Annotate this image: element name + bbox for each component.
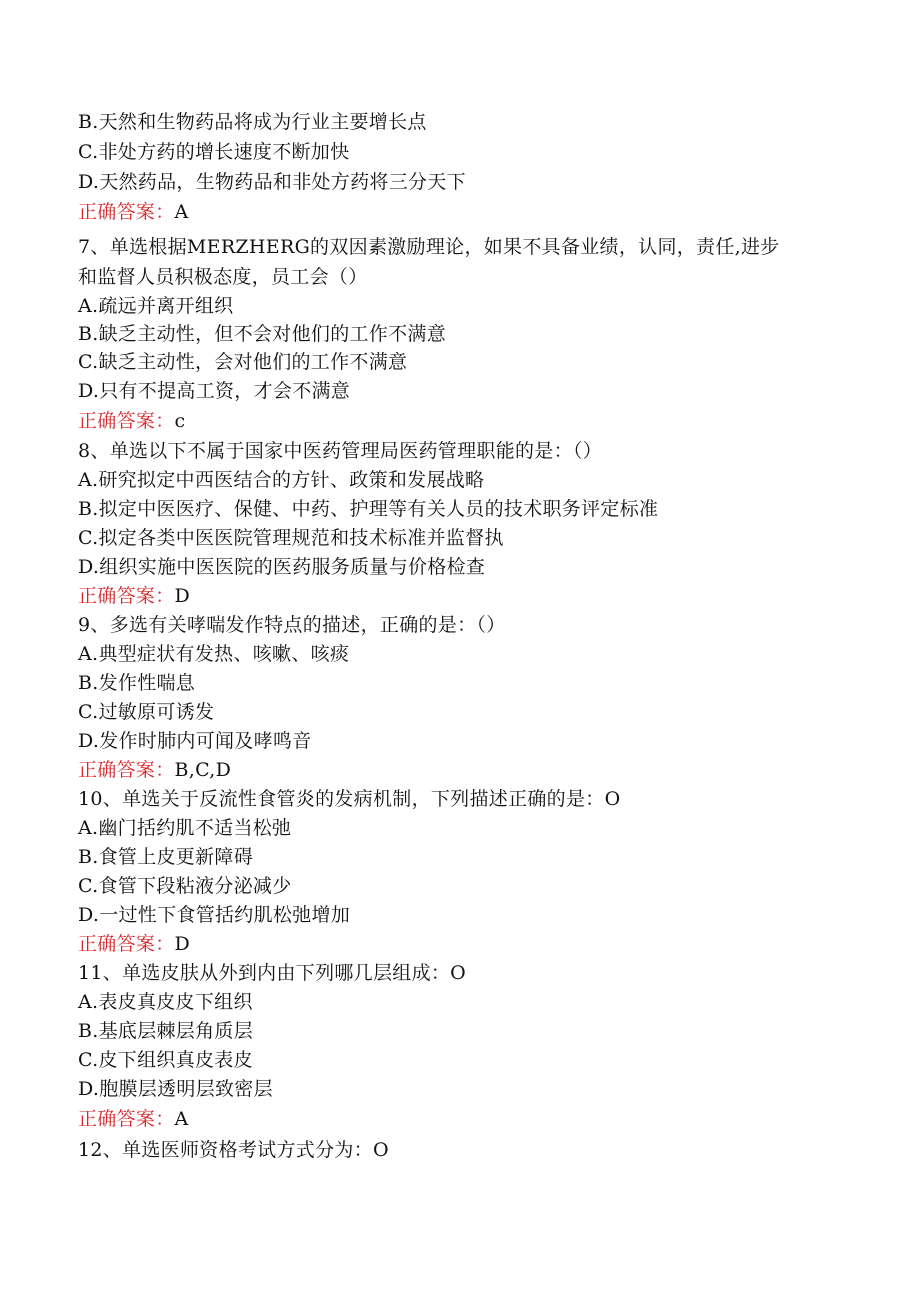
answer-label: 正确答案：: [78, 585, 175, 607]
option-line: B.基底层棘层角质层: [78, 1020, 254, 1042]
option-line: A.疏远并离开组织: [78, 295, 234, 317]
question-line: 和监督人员积极态度，员工会（）: [78, 266, 368, 288]
option-line: A.典型症状有发热、咳嗽、咳痰: [78, 643, 350, 665]
answer-label: 正确答案：: [78, 933, 175, 955]
answer-line: [78, 1107, 189, 1131]
question-line: 9、多选有关哮喘发作特点的描述，正确的是：（）: [78, 614, 506, 636]
answer-label: 正确答案：: [78, 1108, 175, 1130]
option-line: C.非处方药的增长速度不断加快: [78, 141, 350, 163]
option-line: B.缺乏主动性，但不会对他们的工作不满意: [78, 323, 447, 345]
option-line: D.只有不提高工资，才会不满意: [78, 380, 351, 402]
answer-line: [78, 409, 185, 433]
option-line: D.天然药品，生物药品和非处方药将三分天下: [78, 171, 466, 193]
option-line: B.食管上皮更新障碍: [78, 846, 254, 868]
option-line: C.缺乏主动性，会对他们的工作不满意: [78, 351, 408, 373]
answer-line: [78, 584, 190, 608]
answer-label: 正确答案：: [78, 410, 175, 432]
question-line: 11、单选皮肤从外到内由下列哪几层组成：O: [78, 962, 467, 984]
option-line: C.皮下组织真皮表皮: [78, 1049, 253, 1071]
option-line: D.组织实施中医医院的医药服务质量与价格检查: [78, 556, 486, 578]
question-line: 8、单选以下不属于国家中医药管理局医药管理职能的是：（）: [78, 440, 602, 462]
question-line: 12、单选医师资格考试方式分为：O: [78, 1139, 389, 1161]
option-line: B.天然和生物药品将成为行业主要增长点: [78, 111, 427, 133]
option-line: B.发作性喘息: [78, 672, 196, 694]
answer-value: D: [174, 933, 191, 955]
answer-label: 正确答案：: [78, 201, 175, 223]
option-line: A.幽门括约肌不适当松弛: [78, 817, 292, 839]
option-line: C.拟定各类中医医院管理规范和技术标准并监督执: [78, 527, 504, 549]
question-line: 10、单选关于反流性食管炎的发病机制，下列描述正确的是：O: [78, 788, 621, 810]
answer-value: B,C,D: [174, 759, 232, 781]
answer-label: 正确答案：: [78, 759, 175, 781]
answer-value: A: [174, 1108, 189, 1130]
option-line: A.表皮真皮皮下组织: [78, 991, 253, 1013]
answer-value: c: [174, 410, 186, 432]
answer-value: A: [174, 201, 189, 223]
answer-line: [78, 200, 189, 224]
option-line: B.拟定中医医疗、保健、中药、护理等有关人员的技术职务评定标准: [78, 498, 659, 520]
answer-line: [78, 932, 190, 956]
option-line: C.食管下段粘液分泌减少: [78, 875, 292, 897]
option-line: D.一过性下食管括约肌松弛增加: [78, 904, 351, 926]
option-line: C.过敏原可诱发: [78, 701, 215, 723]
option-line: D.发作时肺内可闻及哮鸣音: [78, 730, 312, 752]
question-line: 7、单选根据MERZHERG的双因素激励理论，如果不具备业绩，认同，责任,进步: [78, 236, 780, 258]
answer-value: D: [174, 585, 191, 607]
option-line: D.胞膜层透明层致密层: [78, 1078, 273, 1100]
answer-line: [78, 758, 231, 782]
option-line: A.研究拟定中西医结合的方针、政策和发展战略: [78, 469, 485, 491]
